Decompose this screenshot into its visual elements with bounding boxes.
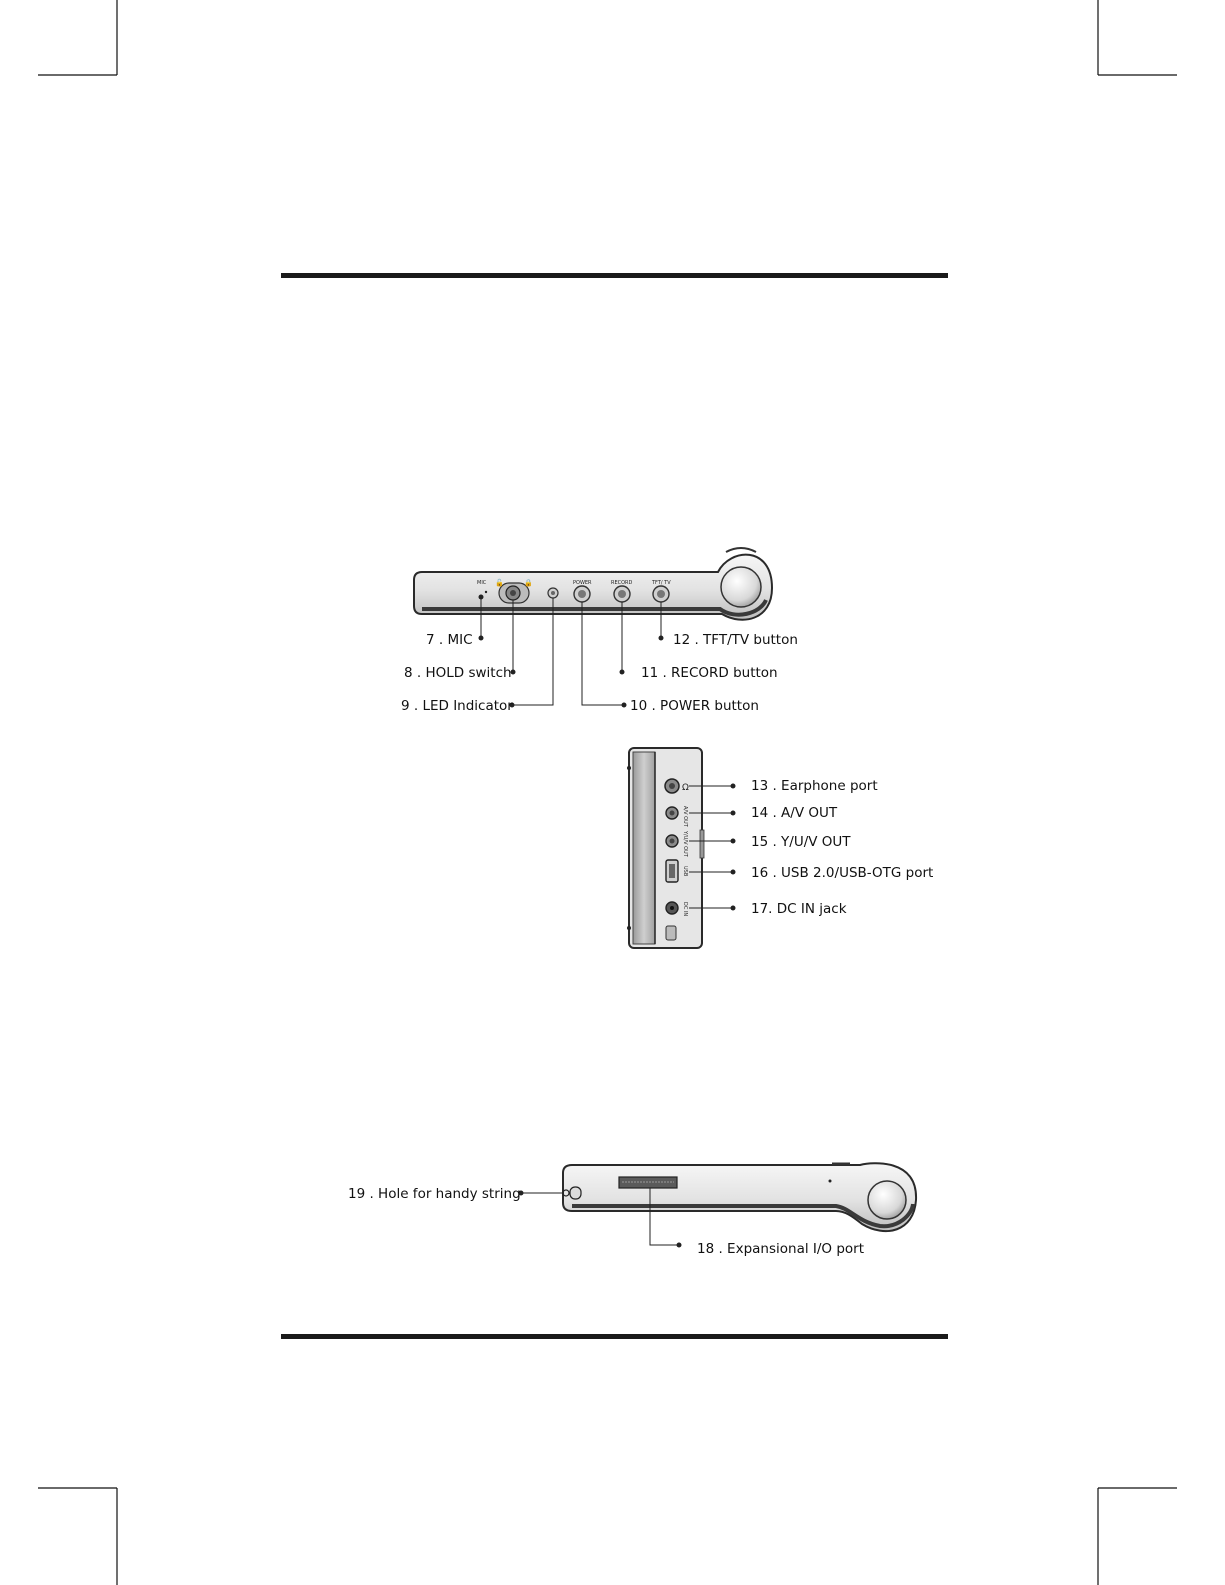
mic-printed-label: MIC <box>477 580 487 586</box>
unlock-icon: 🔓 <box>495 579 504 587</box>
device-top-view <box>414 548 772 620</box>
side-view-leader-dots <box>731 784 736 911</box>
tft-tv-printed-label: TFT/ TV <box>652 580 671 586</box>
callout-led-indicator: 9 . LED Indicator <box>401 698 513 714</box>
joystick-knob <box>721 567 761 607</box>
lock-icon: 🔒 <box>524 579 533 587</box>
callout-string-hole: 19 . Hole for handy string <box>348 1186 521 1202</box>
dc-in-printed-label: DC IN <box>682 902 688 917</box>
record-printed-label: RECORD <box>611 580 633 586</box>
callout-earphone-port: 13 . Earphone port <box>751 778 878 794</box>
callout-dc-in-jack: 17. DC IN jack <box>751 901 847 917</box>
callout-expansion-io-port: 18 . Expansional I/O port <box>697 1241 865 1257</box>
av-out-printed-label: A/V OUT <box>682 806 688 827</box>
footer-rule <box>281 1334 948 1339</box>
usb-printed-label: USB <box>682 866 688 877</box>
callout-mic: 7 . MIC <box>426 632 473 648</box>
power-printed-label: POWER <box>573 580 592 586</box>
crop-marks <box>38 0 1177 1585</box>
header-rule <box>281 273 948 278</box>
device-bottom-view <box>563 1163 916 1231</box>
callout-tft-tv-button: 12 . TFT/TV button <box>673 632 798 648</box>
callout-record-button: 11 . RECORD button <box>641 665 778 681</box>
callout-av-out: 14 . A/V OUT <box>751 805 838 821</box>
callout-yuv-out: 15 . Y/U/V OUT <box>751 834 851 850</box>
expansion-io-port <box>619 1177 677 1188</box>
mic-hole <box>479 595 484 600</box>
headphone-icon: Ω <box>682 783 689 793</box>
joystick-knob-bottom <box>868 1181 906 1219</box>
callout-usb-port: 16 . USB 2.0/USB-OTG port <box>751 865 934 881</box>
yuv-out-printed-label: Y/U/V OUT <box>682 831 688 857</box>
power-button <box>573 580 592 602</box>
callout-hold-switch: 8 . HOLD switch <box>404 665 512 681</box>
device-side-view <box>627 748 704 948</box>
callout-power-button: 10 . POWER button <box>630 698 759 714</box>
tft-tv-button <box>651 580 671 602</box>
